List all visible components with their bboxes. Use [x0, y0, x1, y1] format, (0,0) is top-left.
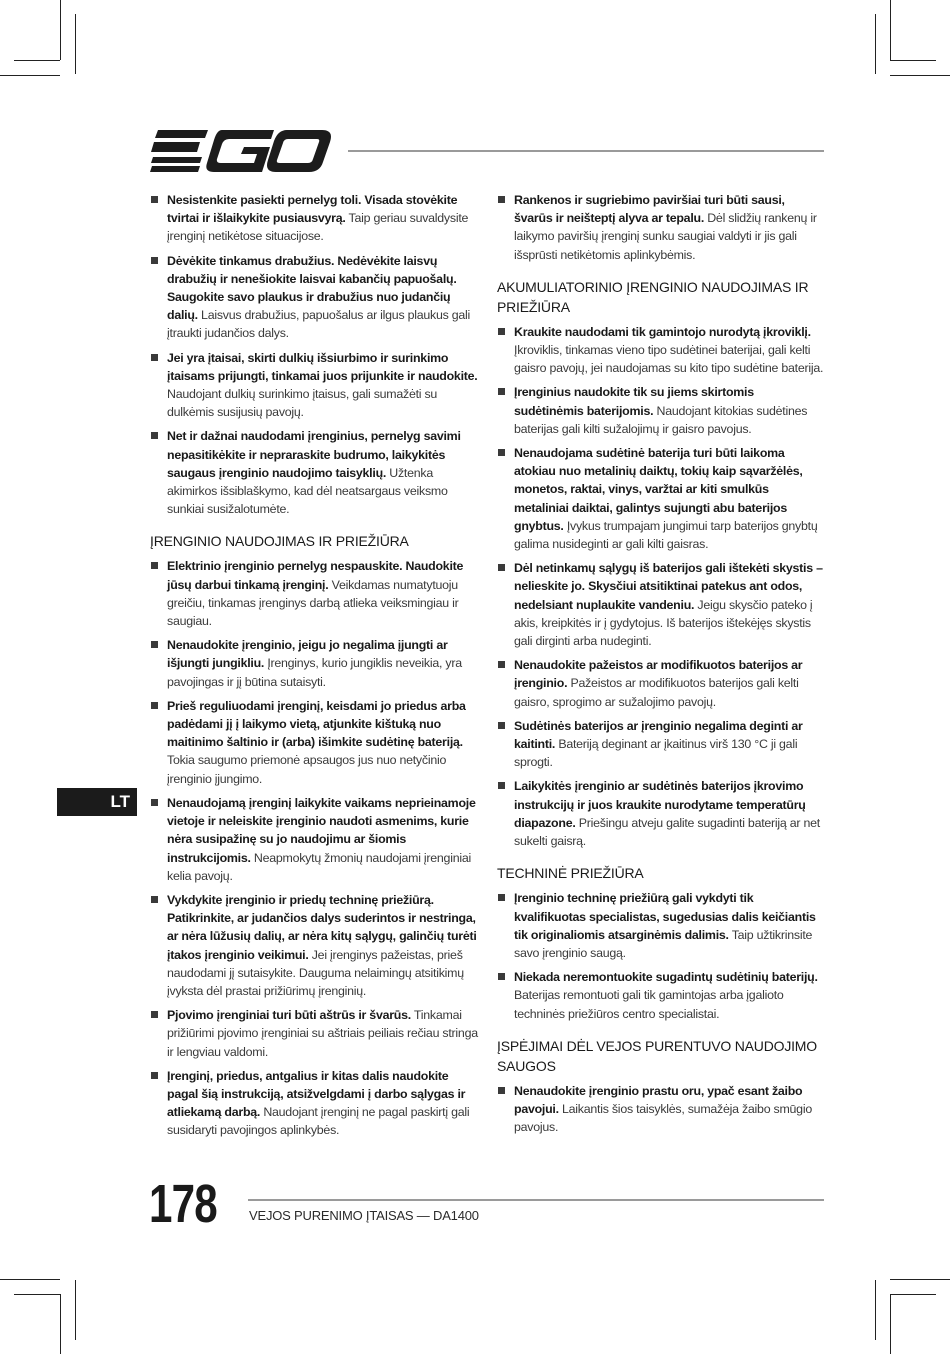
section-heading: ĮRENGINIO NAUDOJIMAS IR PRIEŽIŪRA — [150, 533, 409, 550]
list-item: Jei yra įtaisai, skirti dulkių išsiurbimo ir surinkimo įtaisams prijungti, tinkamai juos prijunkite ir naudokite. Naudojant dulkių surinkimo įtaisus, gali sumažėti su dulkėmis susijusių pavojų. — [150, 349, 478, 422]
language-tab-label: LT — [110, 792, 130, 811]
bullet-icon — [151, 432, 158, 439]
list-item: Elektrinio įrenginio pernelyg nespauskite. Naudokite jūsų darbui tinkamą įrenginį. Veikdamas numatytuoju greičiu, tinkamas įrenginys darbą atlieka veiksmingiau ir saugiau. — [150, 557, 478, 630]
bullet-icon — [151, 641, 158, 648]
bullet-icon — [498, 661, 505, 668]
list-item: Niekada neremontuokite sugadintų sudėtinių baterijų. Baterijas remontuoti gali tik gamintojas arba įgalioto techninės priežiūros centro specialistai. — [497, 968, 824, 1023]
bullet-icon — [151, 896, 158, 903]
ego-logo — [150, 130, 332, 172]
list-item: Nenaudojama sudėtinė baterija turi būti laikoma atokiau nuo metalinių daiktų, tokių kaip sąvaržėlės, monetos, raktai, vinys, varžtai ar kiti smulkūs metaliniai daiktai, galintys sujungti abu baterijos gnybtus. Įvykus trumpajam jungimui tarp baterijos gnybtų galima nusideginti ar gali kilti gaisras. — [497, 444, 824, 553]
bullet-icon — [498, 449, 505, 456]
bullet-icon — [151, 799, 158, 806]
bullet-icon — [151, 562, 158, 569]
bullet-icon — [498, 196, 505, 203]
list-item: Vykdykite įrenginio ir priedų techninę priežiūrą. Patikrinkite, ar judančios dalys suderintos ir nestringa, ar nėra lūžusių dalių, ar nėra kitų sąlygų, galinčių turėti įtakos įrenginio veikimui. Jei įrenginys pažeistas, prieš naudodami jį sutaisykite. Dauguma nelaimingų atsitikimų įvyksta dėl prastai prižiūrimų įrenginių. — [150, 891, 478, 1000]
page-number: 178 — [149, 1174, 217, 1234]
section-heading: ĮSPĖJIMAI DĖL VEJOS PURENTUVO NAUDOJIMO SAUGOS — [497, 1037, 817, 1074]
footer-rule — [248, 1199, 824, 1201]
header-rule — [348, 150, 824, 152]
bullet-icon — [151, 1011, 158, 1018]
bullet-icon — [498, 328, 505, 335]
list-item: Įrenginius naudokite tik su jiems skirtomis sudėtinėmis baterijomis. Naudojant kitokias sudėtines baterijas gali kilti sužalojimų ir gaisro pavojus. — [497, 383, 824, 438]
list-item: Įrenginio techninę priežiūrą gali vykdyti tik kvalifikuotas specialistas, sugedusias dalis keičiantis tik originaliomis atsarginėmis dalimis. Taip užtikrinsite savo įrenginio saugą. — [497, 889, 824, 962]
bullet-icon — [151, 354, 158, 361]
list-item: Nenaudokite pažeistos ar modifikuotos baterijos ar įrenginio. Pažeistos ar modifikuotos baterijos gali kelti gaisro, sprogimo ar sužalojimo pavojų. — [497, 656, 824, 711]
bullet-icon — [151, 1072, 158, 1079]
list-item: Nesistenkite pasiekti pernelyg toli. Visada stovėkite tvirtai ir išlaikykite pusiausvyrą. Taip geriau suvaldysite įrenginį netikėtose situacijose. — [150, 191, 478, 246]
bullet-icon — [498, 722, 505, 729]
section-heading: TECHNINĖ PRIEŽIŪRA — [497, 865, 644, 882]
bullet-icon — [151, 702, 158, 709]
bullet-icon — [498, 973, 505, 980]
list-item: Sudėtinės baterijos ar įrenginio negalima deginti ar kaitinti. Bateriją deginant ar įkaitinus virš 130 °C ji gali sprogti. — [497, 717, 824, 772]
bullet-icon — [498, 1087, 505, 1094]
list-item: Įrenginį, priedus, antgalius ir kitas dalis naudokite pagal šią instrukciją, atsižvelgdami į darbo sąlygas ir atliekamą darbą. Naudojant įrenginį ne pagal paskirtį gali susidaryti pavojingos aplinkybės. — [150, 1067, 478, 1140]
bullet-icon — [498, 782, 505, 789]
footer-title: VEJOS PURENIMO ĮTAISAS — DA1400 — [249, 1208, 479, 1223]
section-heading: AKUMULIATORINIO ĮRENGINIO NAUDOJIMAS IR PRIEŽIŪRA — [497, 278, 809, 315]
list-item: Pjovimo įrenginiai turi būti aštrūs ir švarūs. Tinkamai prižiūrimi pjovimo įrenginiai su aštriais peiliais rečiau stringa ir lengviau valdomi. — [150, 1006, 478, 1061]
bullet-icon — [498, 388, 505, 395]
list-item: Nenaudokite įrenginio prastu oru, ypač esant žaibo pavojui. Laikantis šios taisyklės, sumažėja žaibo smūgio pavojus. — [497, 1082, 824, 1137]
list-item: Rankenos ir sugriebimo paviršiai turi būti sausi, švarūs ir neišteptį alyva ar tepalu. Dėl slidžių rankenų ir laikymo paviršių įrenginį sunku saugiai valdyti ir jis gali išsprūsti netikėtomis aplinkybėmis. — [497, 191, 824, 264]
list-item: Dėl netinkamų sąlygų iš baterijos gali ištekėti skystis – nelieskite jo. Skysčiui atsitiktinai patekus ant odos, nedelsiant nuplaukite vandeniu. Jeigu skysčio pateko į akis, kreipkitės ir į gydytojus. Iš baterijos ištekėjęs skystis gali dirginti arba nudeginti. — [497, 559, 824, 650]
list-item: Laikykitės įrenginio ar sudėtinės baterijos įkrovimo instrukcijų ir juos kraukite nurodytame temperatūrų diapazone. Priešingu atveju galite sugadinti bateriją ar net sukelti gaisrą. — [497, 777, 824, 850]
list-item: Nenaudokite įrenginio, jeigu jo negalima įjungti ar išjungti jungikliu. Įrenginys, kurio jungiklis neveikia, yra pavojingas ir jį būtina sutaisyti. — [150, 636, 478, 691]
list-item: Prieš reguliuodami įrenginį, keisdami jo priedus arba padėdami jį į laikymo vietą, atjunkite kištuką nuo maitinimo šaltinio ir (arba) išimkite sudėtinę bateriją. Tokia saugumo priemonė apsaugos jus nuo netyčinio įrenginio įjungimo. — [150, 697, 478, 788]
list-item: Dėvėkite tinkamus drabužius. Nedėvėkite laisvų drabužių ir nenešiokite laisvai kabančių papuošalų. Saugokite savo plaukus ir drabužius nuo judančių dalių. Laisvus drabužius, papuošalus ar ilgus plaukus gali įtraukti judančios dalys. — [150, 252, 478, 343]
left-column — [150, 191, 478, 1146]
list-item: Nenaudojamą įrenginį laikykite vaikams neprieinamoje vietoje ir neleiskite įrenginio naudoti asmenims, kurie nėra susipažinę su jo naudojimu ar šiomis instrukcijomis. Neapmokytų žmonių naudojami įrenginiai kelia pavojų. — [150, 794, 478, 885]
list-item: Net ir dažnai naudodami įrenginius, pernelyg savimi nepasitikėkite ir nepraraskite budrumo, laikykitės saugaus įrenginio naudojimo taisyklių. Užtenka akimirkos išsiblaškymo, kad dėl neatsargaus veiksmo sunkiai susižalotumėte. — [150, 427, 478, 518]
language-tab — [57, 788, 137, 816]
list-item: Kraukite naudodami tik gamintojo nurodytą įkroviklį. Įkroviklis, tinkamas vieno tipo sudėtinei baterijai, gali kelti gaisro pavojų, jei naudojamas su kito tipo sudėtine baterija. — [497, 323, 824, 378]
bullet-icon — [498, 894, 505, 901]
bullet-icon — [498, 564, 505, 571]
bullet-icon — [151, 257, 158, 264]
right-column — [497, 191, 824, 1142]
bullet-icon — [151, 196, 158, 203]
